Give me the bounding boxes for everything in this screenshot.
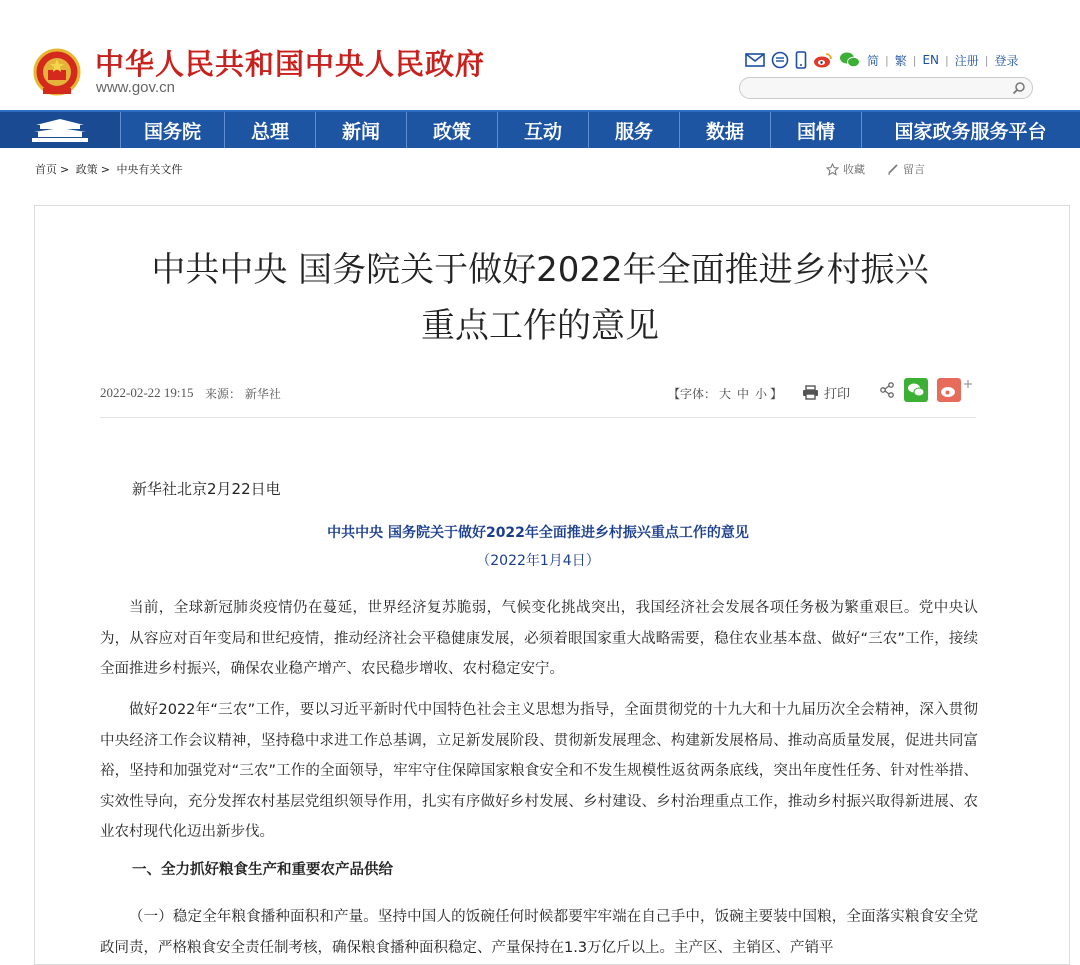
nav-item-data[interactable]: 数据	[679, 112, 770, 148]
font-size-large[interactable]: 大	[719, 387, 732, 401]
nav-item-gov-service-platform[interactable]: 国家政务服务平台	[861, 112, 1079, 148]
font-size-label: 【字体：	[668, 387, 717, 401]
nav-item-national-info[interactable]: 国情	[770, 112, 861, 148]
article-title-line2: 重点工作的意见	[421, 306, 659, 346]
main-nav	[0, 110, 1080, 148]
search-input[interactable]	[750, 78, 1014, 98]
nav-item-premier[interactable]: 总理	[224, 112, 315, 148]
national-emblem-icon	[33, 48, 81, 98]
login-link[interactable]: 登录	[994, 53, 1019, 68]
print-label: 打印	[824, 387, 851, 402]
site-title[interactable]: 中华人民共和国中央人民政府	[95, 47, 486, 81]
message-icon[interactable]	[771, 51, 789, 69]
toolbar-separator: |	[912, 53, 917, 67]
favorite-button[interactable]	[826, 161, 865, 177]
meta-divider	[100, 417, 976, 418]
print-button[interactable]	[802, 383, 850, 402]
star-icon	[826, 163, 839, 176]
breadcrumb-policy[interactable]: 政策	[75, 163, 98, 176]
toolbar-separator: |	[984, 53, 989, 67]
nav-item-news[interactable]: 新闻	[315, 112, 406, 148]
breadcrumb-current[interactable]: 中央有关文件	[116, 163, 183, 176]
wechat-icon[interactable]	[839, 51, 861, 69]
article-title	[60, 242, 1020, 354]
nav-item-state-council[interactable]: 国务院	[120, 112, 224, 148]
share-icon[interactable]	[879, 382, 895, 398]
pencil-icon	[887, 163, 899, 175]
paragraph: （一）稳定全年粮食播种面积和产量。坚持中国人的饭碗任何时候都要牢牢端在自己手中，饭碗主要装中国粮，全面落实粮食安全党政同责，严格粮食安全责任制考核，确保粮食播种面积稳定、产量保持在1.3万亿斤以上。主产区、主销区、产销平	[100, 909, 978, 956]
nav-home-button[interactable]	[0, 112, 120, 148]
weibo-share-icon[interactable]	[937, 378, 961, 402]
nav-item-services[interactable]: 服务	[588, 112, 679, 148]
printer-icon	[802, 385, 819, 400]
share-bar	[879, 378, 973, 402]
source-name: 新华社	[244, 387, 281, 401]
wechat-share-icon[interactable]	[904, 378, 928, 402]
lang-simplified-link[interactable]: 简	[867, 53, 880, 68]
toolbar-separator: |	[885, 53, 889, 67]
breadcrumb-separator: >	[100, 163, 110, 176]
paragraph: 当前，全球新冠肺炎疫情仍在蔓延，世界经济复苏脆弱，气候变化挑战突出，我国经济社会发展各项任务极为繁重艰巨。党中央认为，从容应对百年变局和世纪疫情，推动经济社会平稳健康发展，必须着眼国家重大战略需要，稳住农业基本盘、做好“三农”工作，接续全面推进乡村振兴，确保农业稳产增产、农民稳步增收、农村稳定安宁。	[100, 600, 978, 677]
more-share-icon[interactable]	[963, 379, 973, 389]
tiananmen-icon	[30, 117, 90, 143]
document-title: 中共中央 国务院关于做好2022年全面推进乡村振兴重点工作的意见	[327, 525, 749, 541]
weibo-icon[interactable]	[813, 51, 833, 69]
site-url[interactable]: www.gov.cn	[96, 79, 175, 96]
section-heading: 一、全力抓好粮食生产和重要农产品供给	[132, 862, 393, 878]
dateline: 新华社北京2月22日电	[132, 480, 281, 498]
source-label: 来源：	[205, 387, 242, 401]
breadcrumb	[35, 161, 185, 177]
nav-item-policy[interactable]: 政策	[406, 112, 497, 148]
publish-date: 2022-02-22 19:15	[100, 385, 194, 400]
lang-traditional-link[interactable]: 繁	[894, 53, 907, 68]
favorite-label: 收藏	[843, 163, 865, 176]
header-toolbar	[745, 50, 1019, 70]
font-size-small[interactable]: 小	[755, 387, 768, 401]
breadcrumb-home[interactable]: 首页	[35, 163, 57, 176]
mobile-icon[interactable]	[795, 51, 807, 69]
lang-english-link[interactable]: EN	[922, 53, 940, 67]
mail-icon[interactable]	[745, 52, 765, 68]
toolbar-separator: |	[945, 53, 949, 67]
message-label: 留言	[903, 163, 925, 176]
search-icon[interactable]	[1012, 81, 1026, 95]
font-size-bracket: 】	[770, 387, 783, 401]
font-size-control	[668, 385, 782, 402]
paragraph: 做好2022年“三农”工作，要以习近平新时代中国特色社会主义思想为指导，全面贯彻党的十九大和十九届历次全会精神，深入贯彻中央经济工作会议精神，坚持稳中求进工作总基调，立足新发展阶段、贯彻新发展理念、构建新发展格局、推动高质量发展，促进共同富裕，坚持和加强党对“三农”工作的全面领导，牢牢守住保障国家粮食安全和不发生规模性返贫两条底线，突出年度性任务、针对性举措、实效性导向，充分发挥农村基层党组织领导作用，扎实有序做好乡村发展、乡村建设、乡村治理重点工作，推动乡村振兴取得新进展、农业农村现代化迈出新步伐。	[100, 702, 978, 840]
breadcrumb-separator: >	[60, 163, 70, 176]
font-size-medium[interactable]: 中	[737, 387, 750, 401]
article-title-line1: 中共中央 国务院关于做好2022年全面推进乡村振兴	[151, 250, 929, 290]
leave-message-button[interactable]	[887, 161, 925, 177]
search-box	[739, 77, 1033, 99]
article-source	[205, 385, 281, 402]
nav-item-interaction[interactable]: 互动	[497, 112, 588, 148]
document-date: （2022年1月4日）	[476, 553, 600, 569]
register-link[interactable]: 注册	[954, 53, 979, 68]
